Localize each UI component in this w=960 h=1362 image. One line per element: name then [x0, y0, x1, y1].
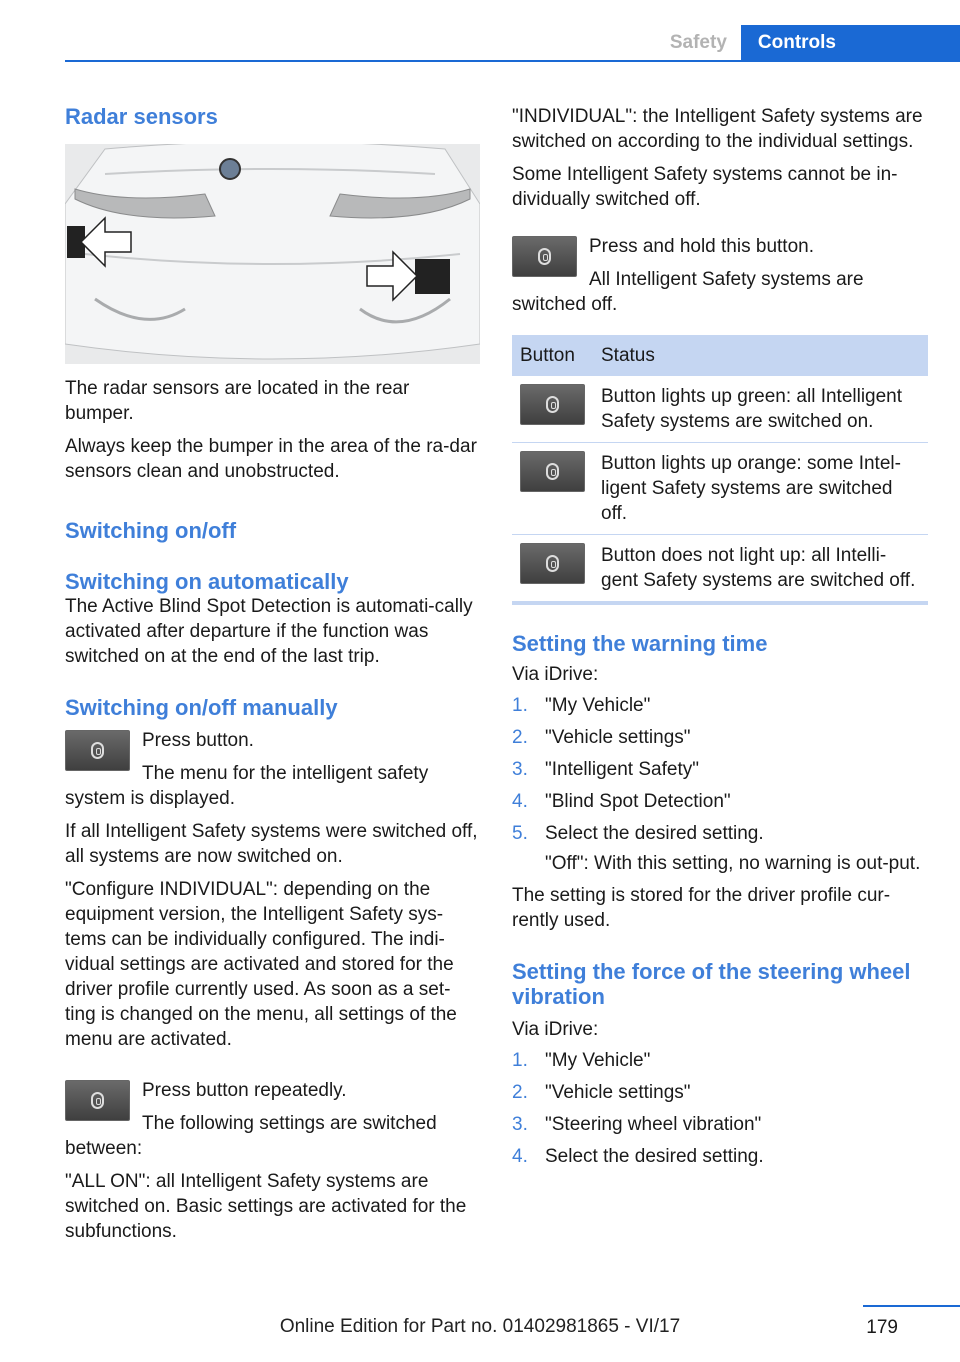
- paragraph-via-idrive-2: Via iDrive:: [512, 1019, 599, 1040]
- paragraph-radar-location: The radar sensors are located in the rear bumper.: [65, 378, 410, 424]
- paragraph-following-settings: The following settings are switched between:: [65, 1113, 437, 1159]
- table-row: [512, 376, 928, 443]
- status-green: Button lights up green: all Intelligent Safety systems are switched on.: [593, 376, 928, 443]
- status-orange: Button lights up orange: some Intel-ligent Safety systems are switched off.: [593, 443, 928, 535]
- list-item: 2. "Vehicle settings": [512, 1082, 691, 1103]
- header-tab-safety: Safety: [669, 32, 727, 53]
- paragraph-configure-individual: "Configure INDIVIDUAL": depending on the equipment version, the Intelligent Safety sys-tems can be individually configured. The indi-vidual settings are activated and stored for the driver profile currently used. As soon as a set-ting is changed on the menu, all settings of the menu are activated.: [65, 879, 457, 1050]
- header-rule: [65, 60, 960, 62]
- heading-steering-vibration: Setting the force of the steering wheel vibration: [512, 959, 911, 1009]
- heading-switching-on-off: Switching on/off: [65, 518, 237, 543]
- paragraph-all-off: All Intelligent Safety systems are switched off.: [512, 269, 864, 315]
- paragraph-radar-clean: Always keep the bumper in the area of the ra-dar sensors clean and unobstructed.: [65, 436, 477, 482]
- paragraph-individual: "INDIVIDUAL": the Intelligent Safety systems are switched on according to the individual settings.: [512, 106, 923, 152]
- safety-button-icon: [546, 396, 559, 413]
- warning-time-steps: [512, 693, 928, 846]
- paragraph-setting-stored: The setting is stored for the driver profile cur-rently used.: [512, 885, 891, 931]
- paragraph-if-all-off: If all Intelligent Safety systems were switched off, all systems are now switched on.: [65, 821, 478, 867]
- table-header-button: Button: [512, 335, 593, 376]
- paragraph-press-button: Press button.: [142, 730, 254, 751]
- paragraph-auto-activation: The Active Blind Spot Detection is automati-cally activated after departure if the function was switched on at the end of the last trip.: [65, 596, 473, 667]
- intelligent-safety-button-image: [65, 1080, 130, 1121]
- status-off: Button does not light up: all Intelli-gent Safety systems are switched off.: [593, 535, 928, 604]
- paragraph-off-setting: "Off": With this setting, no warning is out-put.: [545, 853, 921, 874]
- intelligent-safety-button-image: [65, 730, 130, 771]
- footer-edition: Online Edition for Part no. 01402981865 - VI/17: [279, 1316, 681, 1337]
- safety-button-icon: [91, 1092, 104, 1109]
- list-item: 1. "My Vehicle": [512, 1050, 651, 1071]
- paragraph-all-on: "ALL ON": all Intelligent Safety systems are switched on. Basic settings are activated for the subfunctions.: [65, 1171, 467, 1242]
- list-item: 1. "My Vehicle": [512, 695, 651, 716]
- paragraph-press-hold: Press and hold this button.: [589, 236, 814, 257]
- paragraph-via-idrive-1: Via iDrive:: [512, 664, 599, 685]
- press-hold-block: [512, 234, 928, 317]
- paragraph-menu-displayed: The menu for the intelligent safety system is displayed.: [65, 763, 429, 809]
- radar-sensor-photo: [65, 144, 480, 364]
- table-header-status: Status: [593, 335, 928, 376]
- safety-button-icon: [546, 555, 559, 572]
- paragraph-press-repeatedly: Press button repeatedly.: [142, 1080, 347, 1101]
- heading-warning-time: Setting the warning time: [512, 631, 768, 656]
- heading-switching-on-automatically: Switching on automatically: [65, 569, 349, 594]
- press-repeatedly-block: [65, 1078, 480, 1161]
- table-header-row: [512, 335, 928, 376]
- list-item: 2. "Vehicle settings": [512, 727, 691, 748]
- page-number: 179: [866, 1317, 898, 1338]
- safety-button-icon: [91, 742, 104, 759]
- button-orange-image: [520, 451, 585, 492]
- button-green-image: [520, 384, 585, 425]
- safety-button-icon: [546, 463, 559, 480]
- header-tab-controls: Controls: [741, 25, 960, 61]
- heading-radar-sensors: Radar sensors: [65, 104, 218, 129]
- press-button-block: [65, 728, 480, 811]
- paragraph-some-systems: Some Intelligent Safety systems cannot be in-dividually switched off.: [512, 164, 898, 210]
- list-item: 3. "Steering wheel vibration": [512, 1114, 762, 1135]
- left-column: [65, 104, 480, 1244]
- heading-switching-manually: Switching on/off manually: [65, 695, 338, 720]
- page-header: [656, 25, 960, 61]
- list-item: 4. "Blind Spot Detection": [512, 791, 731, 812]
- list-item: 5. Select the desired setting.: [512, 823, 764, 844]
- vibration-steps: [512, 1048, 928, 1169]
- table-row: [512, 443, 928, 535]
- page-number-rule: [863, 1305, 960, 1307]
- list-item: 4. Select the desired setting.: [512, 1146, 764, 1167]
- right-column: [512, 104, 928, 1176]
- safety-button-icon: [538, 248, 551, 265]
- list-item: 3. "Intelligent Safety": [512, 759, 699, 780]
- button-off-image: [520, 543, 585, 584]
- table-row: [512, 535, 928, 604]
- intelligent-safety-button-image: [512, 236, 577, 277]
- button-status-table: [512, 335, 928, 605]
- car-rear-illustration: [65, 144, 480, 364]
